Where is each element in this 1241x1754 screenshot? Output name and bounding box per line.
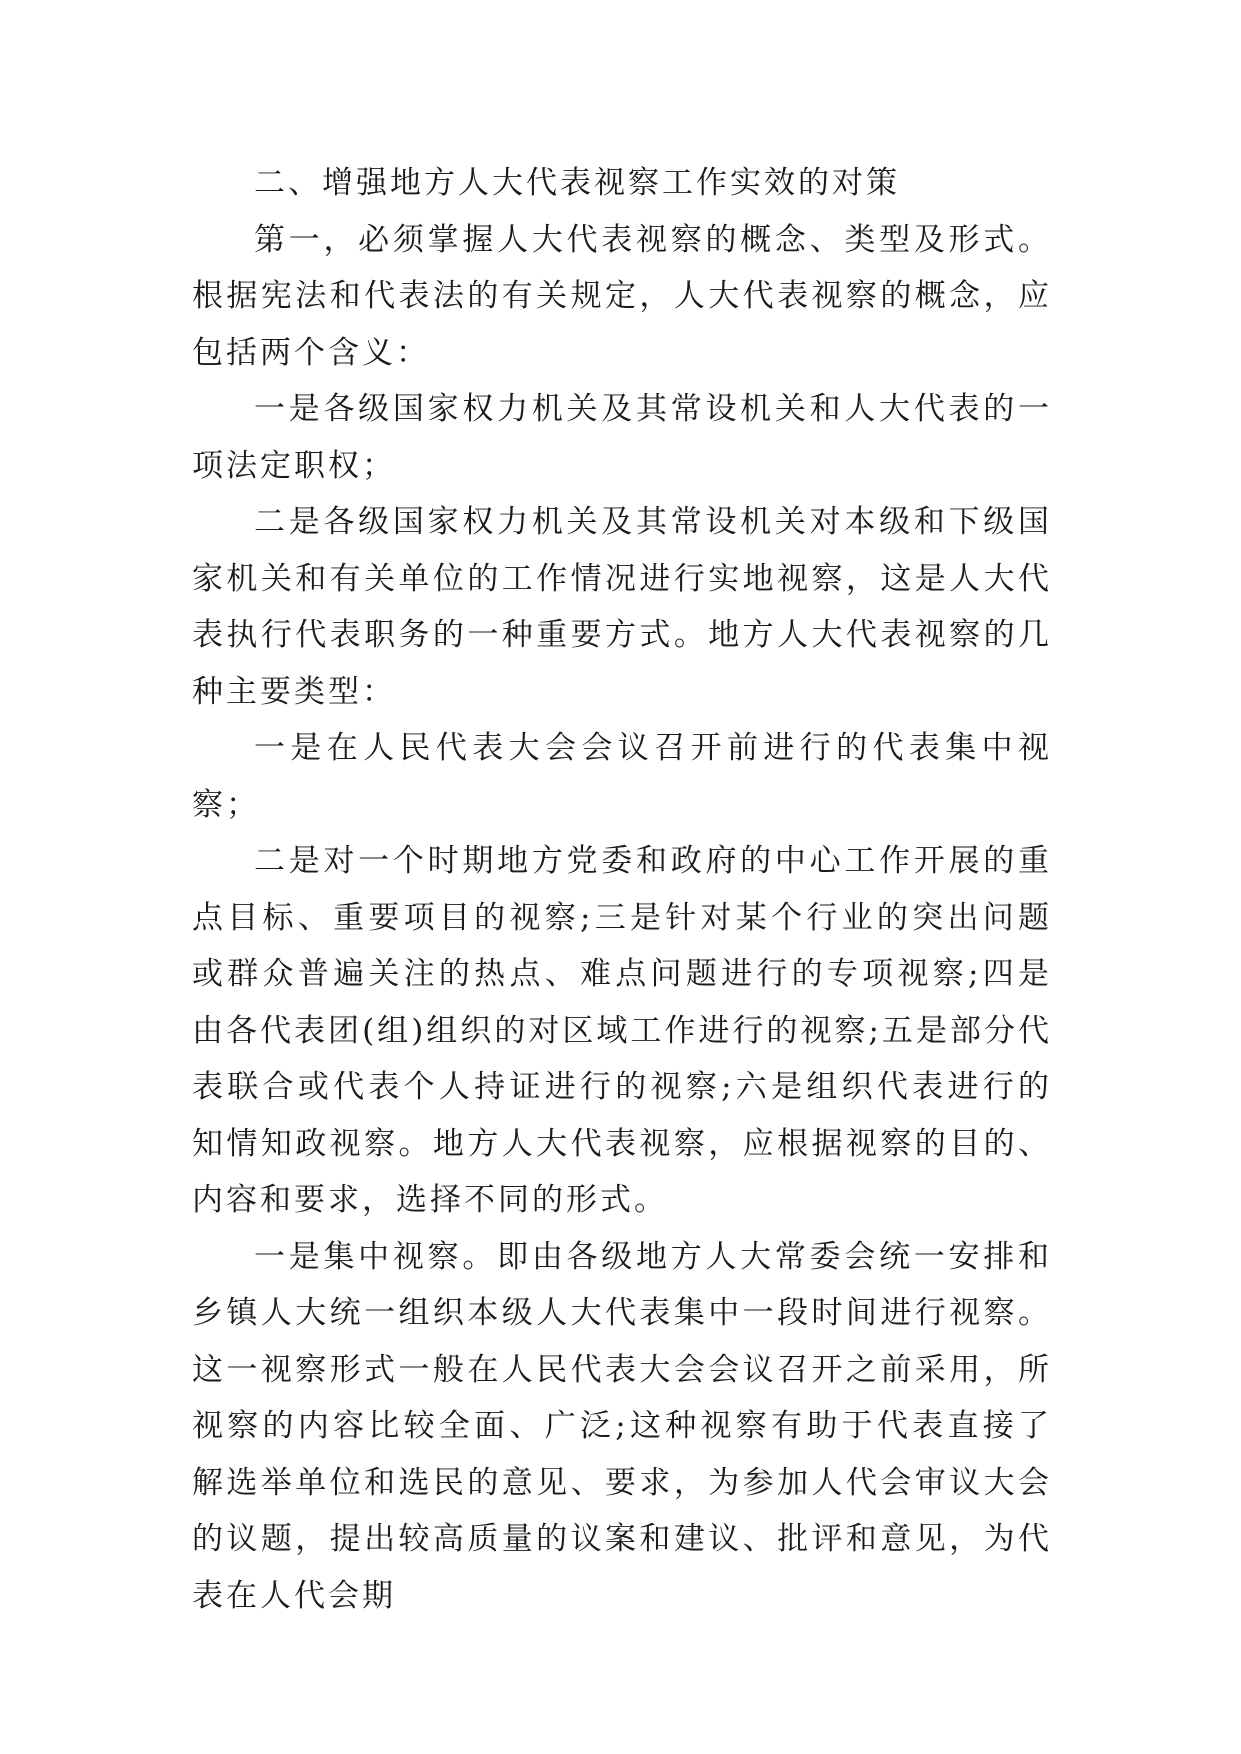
paragraph: 二是各级国家权力机关及其常设机关对本级和下级国家机关和有关单位的工作情况进行实地视察，这是人大代表执行代表职务的一种重要方式。地方人大代表视察的几种主要类型： bbox=[192, 504, 1052, 710]
paragraph: 第一，必须掌握人大代表视察的概念、类型及形式。根据宪法和代表法的有关规定，人大代表视察的概念，应包括两个含义： bbox=[192, 221, 1052, 371]
paragraph: 一是在人民代表大会会议召开前进行的代表集中视察； bbox=[192, 730, 1052, 823]
section-heading: 二、增强地方人大代表视察工作实效的对策 bbox=[254, 165, 900, 201]
paragraph: 一是集中视察。即由各级地方人大常委会统一安排和乡镇人大统一组织本级人大代表集中一段时间进行视察。这一视察形式一般在人民代表大会会议召开之前采用，所视察的内容比较全面、广泛;这种视察有助于代表直接了解选举单位和选民的意见、要求，为参加人代会审议大会的议题，提出较高质量的议案和建议、批评和意见，为代表在人代会期 bbox=[192, 1238, 1052, 1614]
paragraph: 一是各级国家权力机关及其常设机关和人大代表的一项法定职权； bbox=[192, 391, 1052, 484]
document-body bbox=[192, 155, 1052, 1624]
paragraph: 二是对一个时期地方党委和政府的中心工作开展的重点目标、重要项目的视察;三是针对某个行业的突出问题或群众普遍关注的热点、难点问题进行的专项视察;四是由各代表团(组)组织的对区域工作进行的视察;五是部分代表联合或代表个人持证进行的视察;六是组织代表进行的知情知政视察。地方人大代表视察，应根据视察的目的、内容和要求，选择不同的形式。 bbox=[192, 843, 1052, 1218]
